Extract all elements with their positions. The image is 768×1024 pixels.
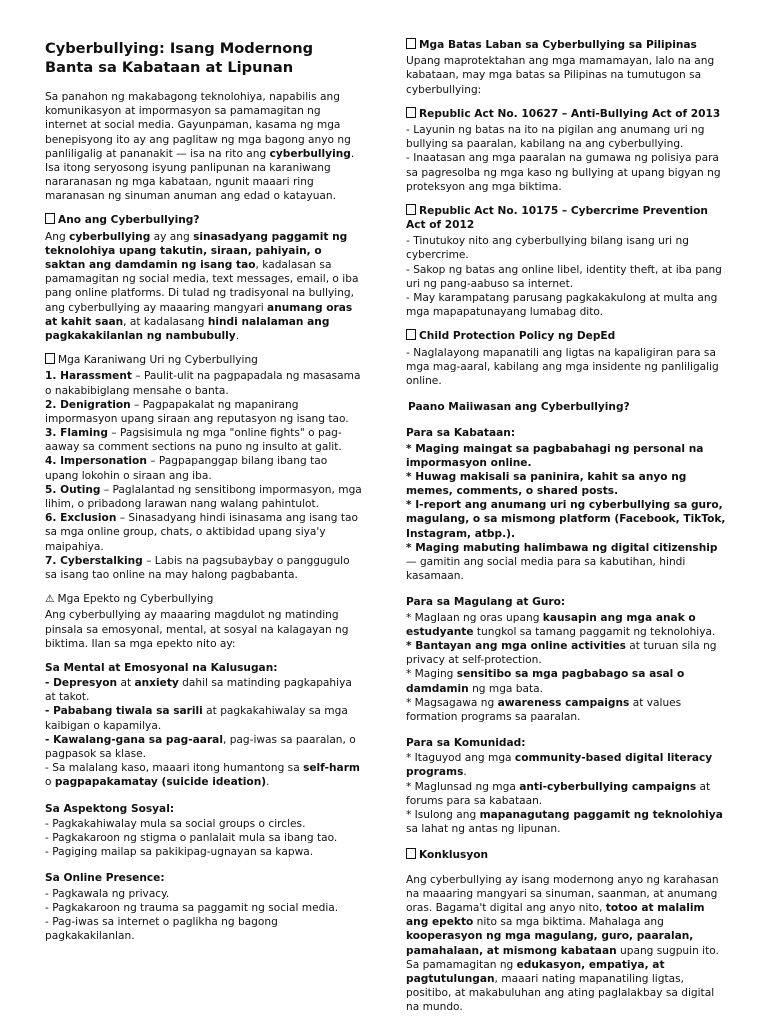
- mental-line: [45, 733, 363, 761]
- uri-item-term: Impersonation: [60, 455, 147, 468]
- box-glyph-icon: [406, 329, 416, 340]
- magulang-line: [406, 696, 726, 724]
- mental-text: at: [117, 677, 135, 690]
- magulang-text: * Maging: [406, 668, 457, 681]
- mental-text: dahil sa matinding pagkapahiya at takot.: [45, 677, 352, 704]
- konklusyon-bold: edukasyon, empatiya, at pagtutulungan: [406, 958, 665, 985]
- konklusyon-bold: totoo at malalim ang epekto: [406, 901, 705, 929]
- magulang-text: * Magsagawa ng: [406, 696, 498, 709]
- uri-item-num: 2.: [45, 398, 61, 411]
- mental-text: - Sa malalang kaso, maaari itong humantong sa: [45, 762, 304, 775]
- kabataan-bold: * Huwag makisali sa paninira, kahit sa anyo ng memes, comments, o shared posts.: [406, 470, 687, 498]
- uri-item-text: – Paglalantad ng sensitibong impormasyon, mga lihim, o pribadong larawan nang walang pahintulot.: [45, 483, 362, 510]
- left-column: [45, 36, 363, 943]
- epekto-intro: Ang cyberbullying ay maaaring magdulot ng matinding pinsala sa emosyonal, mental, at sosyal na kalagayan ng biktima. Ilan sa mga epekto nito ay:: [45, 609, 349, 650]
- magulang-line: [406, 639, 726, 667]
- ano-heading: [45, 213, 363, 227]
- magulang-heading: Para sa Magulang at Guro:: [406, 596, 566, 609]
- ra10175-heading: [406, 204, 726, 232]
- box-glyph-icon: [45, 213, 55, 224]
- box-glyph-icon: [406, 38, 416, 49]
- komunidad-text: * Isulong ang: [406, 809, 480, 821]
- magulang-text: at values formation programs sa paaralan.: [406, 696, 682, 723]
- uri-item: [45, 483, 363, 511]
- ra10175-line: - May karampatang parusang pagkakakulong at multa ang mga mapapatunayang lumabag dito.: [406, 292, 718, 319]
- batas-heading: [406, 38, 726, 52]
- document-title: Cyberbullying: Isang Modernong Banta sa Kabataan at Lipunan: [45, 40, 314, 76]
- ra10627-line: - Layunin ng batas na ito na pigilan ang anumang uri ng bullying sa paaralan, kabilang na ang cyberbullying.: [406, 123, 705, 151]
- ra10627-heading: [406, 107, 726, 121]
- deped-heading-text: Child Protection Policy ng DepEd: [419, 330, 616, 343]
- magulang-bold: awareness campaigns: [497, 696, 630, 709]
- komunidad-line: [406, 808, 726, 836]
- online-line: - Pagkawala ng privacy.: [45, 887, 170, 900]
- komunidad-heading: Para sa Komunidad:: [406, 737, 526, 750]
- box-glyph-icon: [406, 107, 416, 118]
- uri-item: [45, 511, 363, 554]
- mental-bold: - Pababang tiwala sa sarili: [45, 705, 203, 718]
- magulang-text: at turuan sila ng privacy at self-protection.: [406, 639, 717, 667]
- komunidad-text: sa lahat ng antas ng lipunan.: [406, 823, 561, 836]
- konklusyon-paragraph: [406, 873, 726, 1015]
- online-heading: Sa Online Presence:: [45, 872, 165, 885]
- ra10627-line: - Inaatasan ang mga paaralan na gumawa ng polisiya para sa pagresolba ng mga kaso ng bullying at upang bigyan ng proteksyon ang mga biktima.: [406, 152, 721, 193]
- ano-t5: .: [235, 329, 240, 342]
- uri-item-num: 4.: [45, 455, 61, 468]
- ano-b2: sinasadyang paggamit ng teknolohiya upang takutin, siraan, pahiyain, o saktan ang damdamin ng isang tao: [45, 230, 348, 271]
- uri-heading: [45, 353, 363, 367]
- uri-item-num: 3.: [45, 427, 61, 440]
- konklusyon-text: upang sugpuin ito. Sa pamamagitan ng: [406, 944, 719, 971]
- sosyal-line: - Pagiging mailap sa pakikipag-ugnayan sa kapwa.: [45, 846, 314, 859]
- uri-item-term: Flaming: [60, 427, 108, 440]
- box-glyph-icon: [406, 204, 416, 215]
- uri-item-term: Harassment: [60, 370, 132, 383]
- konklusyon-text: Ang cyberbullying ay isang modernong anyo ng karahasan na maaaring mangyari sa sinuman, saanman, at anumang oras. Bagama't digital ang anyo nito,: [406, 873, 719, 914]
- komunidad-bold: anti-cyberbullying campaigns: [519, 780, 697, 793]
- kabataan-text: — gamitin ang social media para sa kabutihan, hindi kasamaan.: [406, 556, 686, 583]
- batas-intro: Upang maprotektahan ang mga mamamayan, lalo na ang kabataan, may mga batas sa Pilipinas na tumutugon sa cyberbullying:: [406, 55, 715, 96]
- uri-item-text: – Paulit-ulit na pagpapadala ng masasama o nakabibiglang mensahe o banta.: [45, 370, 361, 397]
- mental-heading: Sa Mental at Emosyonal na Kalusugan:: [45, 661, 278, 674]
- box-glyph-icon: [45, 353, 55, 364]
- komunidad-text: * Maglunsad ng mga: [406, 780, 520, 793]
- mental-text: at pagkakahiwalay sa mga kaibigan o kapamilya.: [45, 705, 348, 732]
- mental-bold: - Depresyon: [45, 677, 118, 690]
- kabataan-line: [406, 498, 726, 541]
- uri-item-text: – Pagsisimula ng mga "online fights" o pag-aaway sa comment sections na puno ng insulto at galit.: [45, 427, 342, 454]
- mental-bold: anxiety: [134, 677, 179, 690]
- konklusyon-text: , maaari nating mapanatiling ligtas, positibo, at makabuluhan ang ating paglalakbay sa digital na mundo.: [406, 972, 715, 1014]
- box-glyph-icon: [406, 848, 416, 859]
- komunidad-text: * Itaguyod ang mga: [406, 752, 515, 765]
- uri-item-num: 5.: [45, 483, 61, 496]
- ano-heading-text: Ano ang Cyberbullying?: [58, 214, 200, 227]
- uri-item-text: – Pagpapakalat ng mapanirang impormasyon upang siraan ang reputasyon ng isang tao.: [45, 398, 349, 425]
- uri-item-term: Cyberstalking: [60, 554, 143, 567]
- kabataan-bold: * I-report ang anumang uri ng cyberbullying sa guro, magulang, o sa mismong platform (Facebook, TikTok, Instagram, atbp.).: [406, 499, 726, 540]
- kabataan-line: [406, 541, 726, 584]
- magulang-bold: * Bantayan ang mga online activities: [406, 639, 626, 652]
- uri-item-text: – Labis na pagsubaybay o panggugulo sa isang tao online na may halong pagbabanta.: [45, 554, 350, 581]
- mental-bold: pagpapakamatay (suicide ideation): [54, 776, 267, 789]
- right-column: [406, 36, 726, 1024]
- uri-item-num: 7.: [45, 554, 61, 567]
- komunidad-line: [406, 751, 726, 779]
- online-line: - Pag-iwas sa internet o paglikha ng bagong pagkakakilanlan.: [45, 915, 278, 943]
- mental-text: .: [266, 776, 270, 789]
- mental-line: [45, 761, 363, 789]
- komunidad-bold: community-based digital literacy programs: [406, 752, 713, 779]
- uri-item: [45, 398, 363, 426]
- magulang-text: ng mga bata.: [468, 682, 544, 695]
- konklusyon-text: nito sa mga biktima. Mahalaga ang: [473, 916, 664, 929]
- konklusyon-bold: kooperasyon ng mga magulang, guro, paaralan, pamahalaan, at mismong kabataan: [406, 930, 694, 957]
- ano-b3: anumang oras at kahit saan: [45, 301, 353, 328]
- warning-icon: ⚠: [45, 593, 55, 606]
- ano-paragraph: [45, 230, 363, 344]
- kabataan-bold: * Maging mabuting halimbawa ng digital citizenship: [406, 541, 718, 554]
- ano-t1: Ang: [45, 230, 70, 243]
- ra10175-line: - Tinutukoy nito ang cyberbullying bilang isang uri ng cybercrime.: [406, 235, 689, 262]
- ano-t4: , at kadalasang: [123, 315, 208, 328]
- uri-item-text: – Sinasadyang hindi isinasama ang isang tao sa mga online group, chats, o aktibidad upang siya'y maipahiya.: [45, 512, 358, 553]
- uri-item: [45, 369, 363, 397]
- mental-text: o: [45, 776, 55, 789]
- uri-item: [45, 554, 363, 582]
- magulang-text: * Maglaan ng oras upang: [406, 611, 543, 624]
- uri-item-term: Exclusion: [60, 512, 117, 525]
- deped-line: - Naglalayong mapanatili ang ligtas na kapaligiran para sa mga mag-aaral, kabilang ang mga insidente ng panliligalig online.: [406, 346, 719, 387]
- kabataan-line: [406, 470, 726, 498]
- epekto-heading: [45, 592, 363, 606]
- uri-item: [45, 454, 363, 482]
- ra10627-heading-text: Republic Act No. 10627 – Anti-Bullying Act of 2013: [419, 107, 721, 120]
- ra10175-heading-text: Republic Act No. 10175 – Cybercrime Prevention Act of 2012: [406, 204, 708, 232]
- uri-item-term: Outing: [60, 483, 101, 496]
- sosyal-line: - Pagkakaroon ng stigma o panlalait mula sa ibang tao.: [45, 831, 338, 844]
- uri-item: [45, 426, 363, 454]
- magulang-bold: sensitibo sa mga pagbabago sa asal o damdamin: [406, 668, 685, 695]
- magulang-line: [406, 611, 726, 639]
- ano-b4: hindi nalalaman ang pagkakakilanlan ng nambubully: [45, 315, 330, 342]
- kabataan-line: [406, 442, 726, 470]
- deped-heading: [406, 329, 726, 343]
- uri-item-term: Denigration: [60, 398, 131, 411]
- uri-item-num: 6.: [45, 512, 61, 525]
- mental-text: , pag-iwas sa paaralan, o pagpasok sa klase.: [45, 733, 356, 760]
- sosyal-heading: Sa Aspektong Sosyal:: [45, 802, 175, 815]
- ra10175-line: - Sakop ng batas ang online libel, identity theft, at iba pang uri ng pang-aabuso sa internet.: [406, 263, 722, 290]
- intro-text: Sa panahon ng makabagong teknolohiya, napabilis ang komunikasyon at impormasyon sa pamamagitan ng internet at social media. Gayunpaman, kasama ng mga benepisyong ito ay ang paglitaw ng mga bagong anyo ng panliligalig at pananakit — isa na rito ang: [45, 90, 351, 160]
- magulang-text: tungkol sa tamang paggamit ng teknolohiya.: [473, 625, 716, 638]
- uri-item-num: 1.: [45, 370, 61, 383]
- mental-bold: - Kawalang-gana sa pag-aaral: [45, 733, 223, 746]
- mental-line: [45, 704, 363, 732]
- ano-t3: , kadalasan sa pamamagitan ng social media, text messages, email, o iba pang online platforms. Di tulad ng tradisyonal na bullying, ang cyberbullying ay maaaring mangyari: [45, 259, 359, 314]
- mental-line: [45, 676, 363, 704]
- uri-item-text: – Pagpapanggap bilang ibang tao upang lokohin o siraan ang iba.: [45, 455, 328, 482]
- mental-bold: self-harm: [303, 762, 360, 775]
- komunidad-bold: mapanagutang paggamit ng teknolohiya: [479, 809, 723, 821]
- ano-b1: cyberbullying: [69, 230, 151, 243]
- sosyal-line: - Pagkakahiwalay mula sa social groups o circles.: [45, 817, 306, 830]
- komunidad-text: .: [463, 766, 467, 779]
- online-line: - Pagkakaroon ng trauma sa paggamit ng social media.: [45, 901, 339, 914]
- epekto-heading-text: Mga Epekto ng Cyberbullying: [57, 593, 214, 606]
- intro-text-end: . Isa itong seryosong isyung panlipunan na karaniwang nararanasan ng mga kabataan, ngunit maaari ring maranasan ng sinuman anuman ang edad o katayuan.: [45, 147, 355, 203]
- magulang-bold: kausapin ang mga anak o estudyante: [406, 611, 696, 638]
- uri-heading-text: Mga Karaniwang Uri ng Cyberbullying: [58, 354, 258, 367]
- kabataan-heading: Para sa Kabataan:: [406, 427, 516, 440]
- konklusyon-heading: [406, 848, 726, 862]
- intro-bold: cyberbullying: [269, 147, 351, 160]
- konklusyon-heading-text: Konklusyon: [419, 849, 489, 862]
- ano-t2: ay ang: [150, 230, 194, 243]
- kabataan-bold: * Maging maingat sa pagbabahagi ng personal na impormasyon online.: [406, 442, 704, 469]
- batas-heading-text: Mga Batas Laban sa Cyberbullying sa Pilipinas: [419, 39, 697, 51]
- magulang-line: [406, 667, 726, 695]
- komunidad-text: at forums para sa kabataan.: [406, 780, 711, 807]
- intro-paragraph: [45, 90, 363, 204]
- uri-list: [45, 369, 363, 582]
- komunidad-line: [406, 780, 726, 808]
- iwas-heading: Paano Maiiwasan ang Cyberbullying?: [408, 401, 630, 414]
